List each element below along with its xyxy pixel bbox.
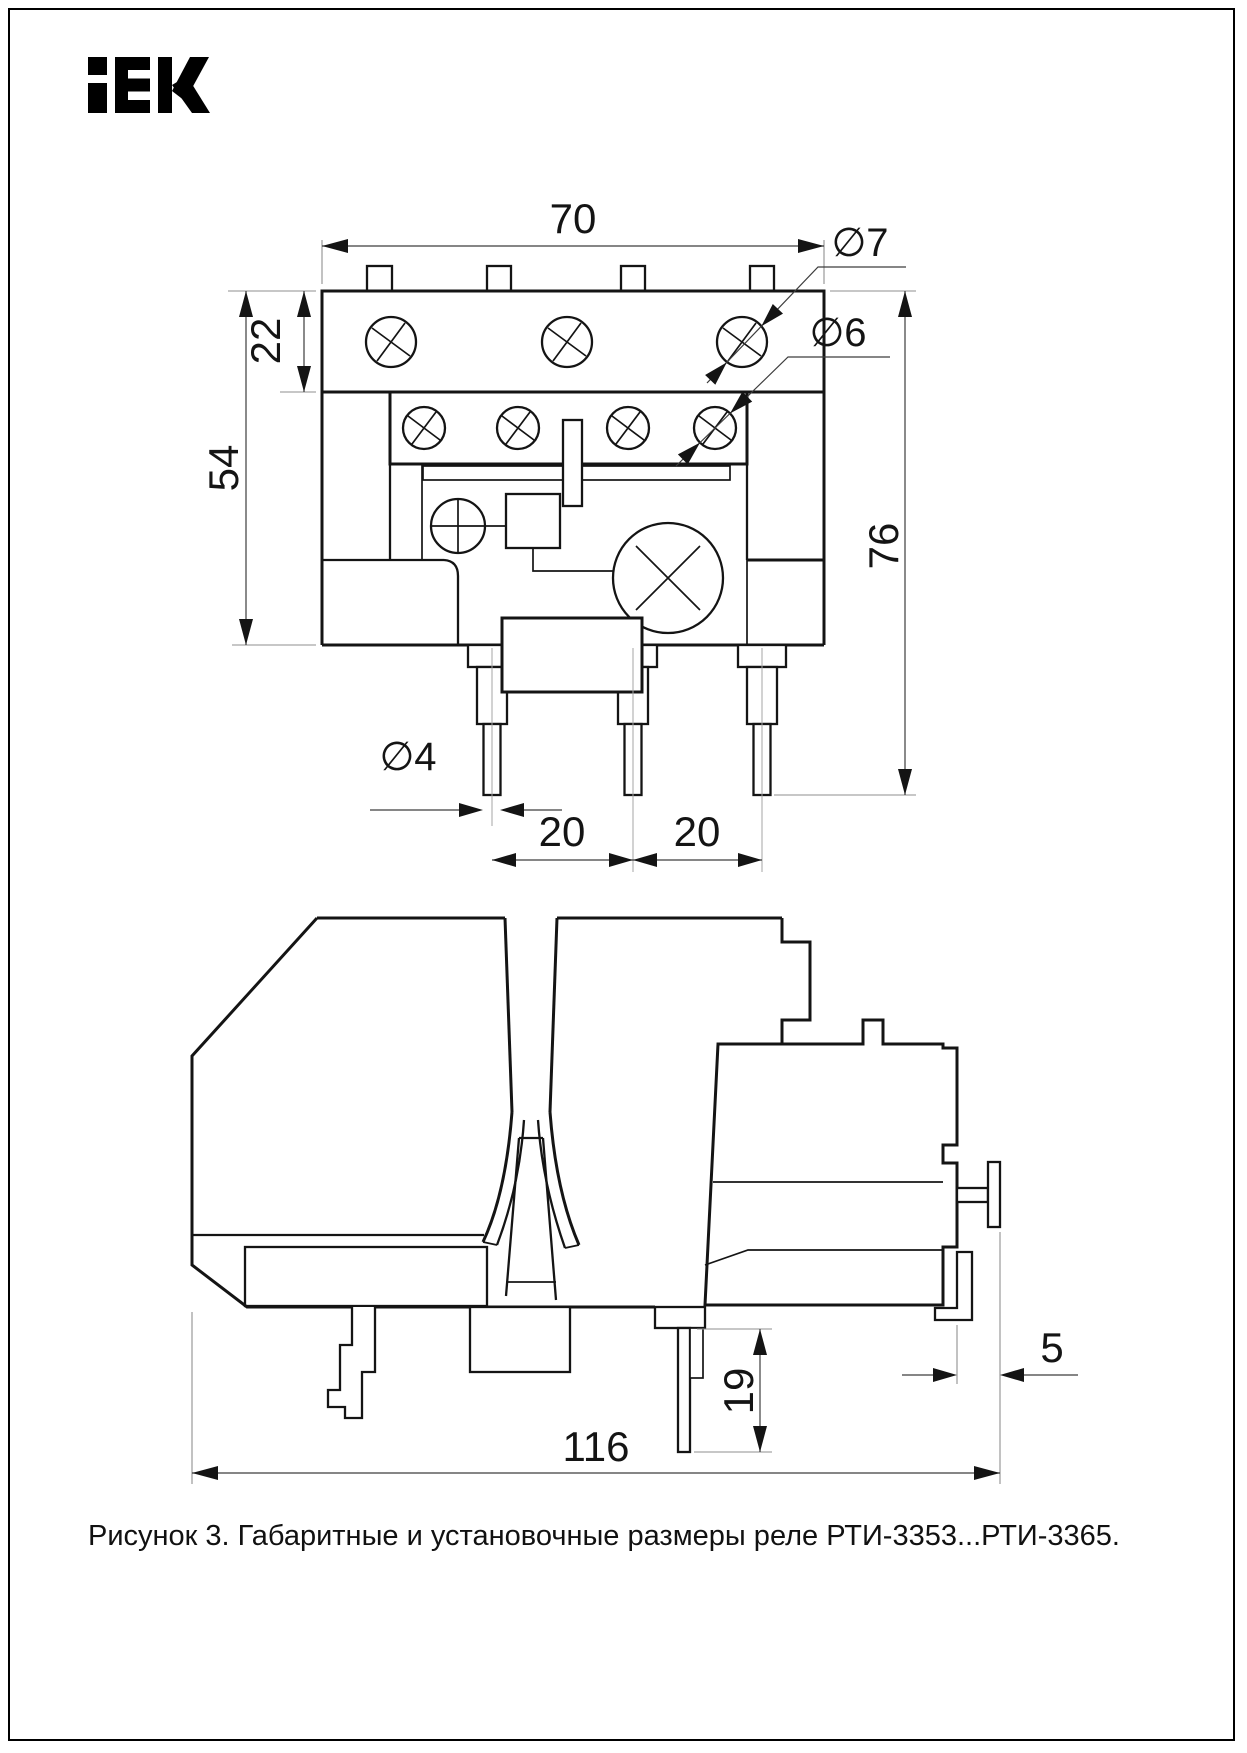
side-view-underside bbox=[328, 1307, 705, 1452]
iek-logo-icon bbox=[88, 57, 210, 113]
screw-row1-icons bbox=[366, 317, 767, 367]
dim-19-label: 19 bbox=[715, 1367, 762, 1415]
test-slider bbox=[563, 420, 582, 506]
dim-76-label: 76 bbox=[860, 522, 907, 570]
adjust-knob bbox=[957, 1162, 1000, 1227]
top-view bbox=[200, 195, 916, 872]
dim-54-label: 54 bbox=[200, 444, 247, 492]
dim-22 bbox=[228, 291, 316, 392]
screw-icon bbox=[717, 317, 767, 367]
dim-19 bbox=[694, 1329, 772, 1452]
dia-6-label: ∅6 bbox=[809, 311, 867, 355]
bottom-slab bbox=[245, 1247, 487, 1306]
dia-7-label: ∅7 bbox=[831, 221, 889, 265]
dim-70 bbox=[322, 195, 824, 284]
rail-hook bbox=[328, 1307, 375, 1418]
top-tabs bbox=[367, 266, 774, 291]
dia-4-callout bbox=[370, 735, 562, 817]
dim-70-label: 70 bbox=[549, 195, 597, 242]
dia-4-label: ∅4 bbox=[379, 735, 437, 779]
screw-icon bbox=[366, 317, 416, 367]
screw-icon bbox=[497, 407, 539, 449]
figure-caption: Рисунок 3. Габаритные и установочные размеры реле РТИ-3353...РТИ-3365. bbox=[88, 1520, 1120, 1552]
under-block bbox=[470, 1307, 570, 1372]
screw-icon bbox=[542, 317, 592, 367]
plus-screw-icon bbox=[431, 499, 485, 553]
pin-bracket bbox=[690, 1328, 703, 1378]
dim-76 bbox=[774, 291, 916, 795]
dim-20-right-label: 20 bbox=[673, 808, 721, 855]
screw-icon bbox=[607, 407, 649, 449]
bottom-block bbox=[502, 618, 642, 692]
dia-6-callout bbox=[676, 311, 890, 466]
reset-button bbox=[506, 494, 560, 548]
din-tower bbox=[506, 1138, 556, 1300]
side-view-relay bbox=[705, 1020, 1000, 1320]
dim-116 bbox=[192, 1312, 1000, 1484]
dim-5-label: 5 bbox=[1040, 1324, 1064, 1371]
dim-20-left-label: 20 bbox=[538, 808, 586, 855]
pin-collar bbox=[655, 1307, 705, 1328]
screw-icon bbox=[403, 407, 445, 449]
side-pin bbox=[678, 1328, 690, 1452]
dim-116-label: 116 bbox=[562, 1423, 630, 1470]
dim-20-20 bbox=[492, 808, 762, 867]
side-view bbox=[192, 918, 1078, 1484]
dim-22-label: 22 bbox=[242, 317, 289, 365]
